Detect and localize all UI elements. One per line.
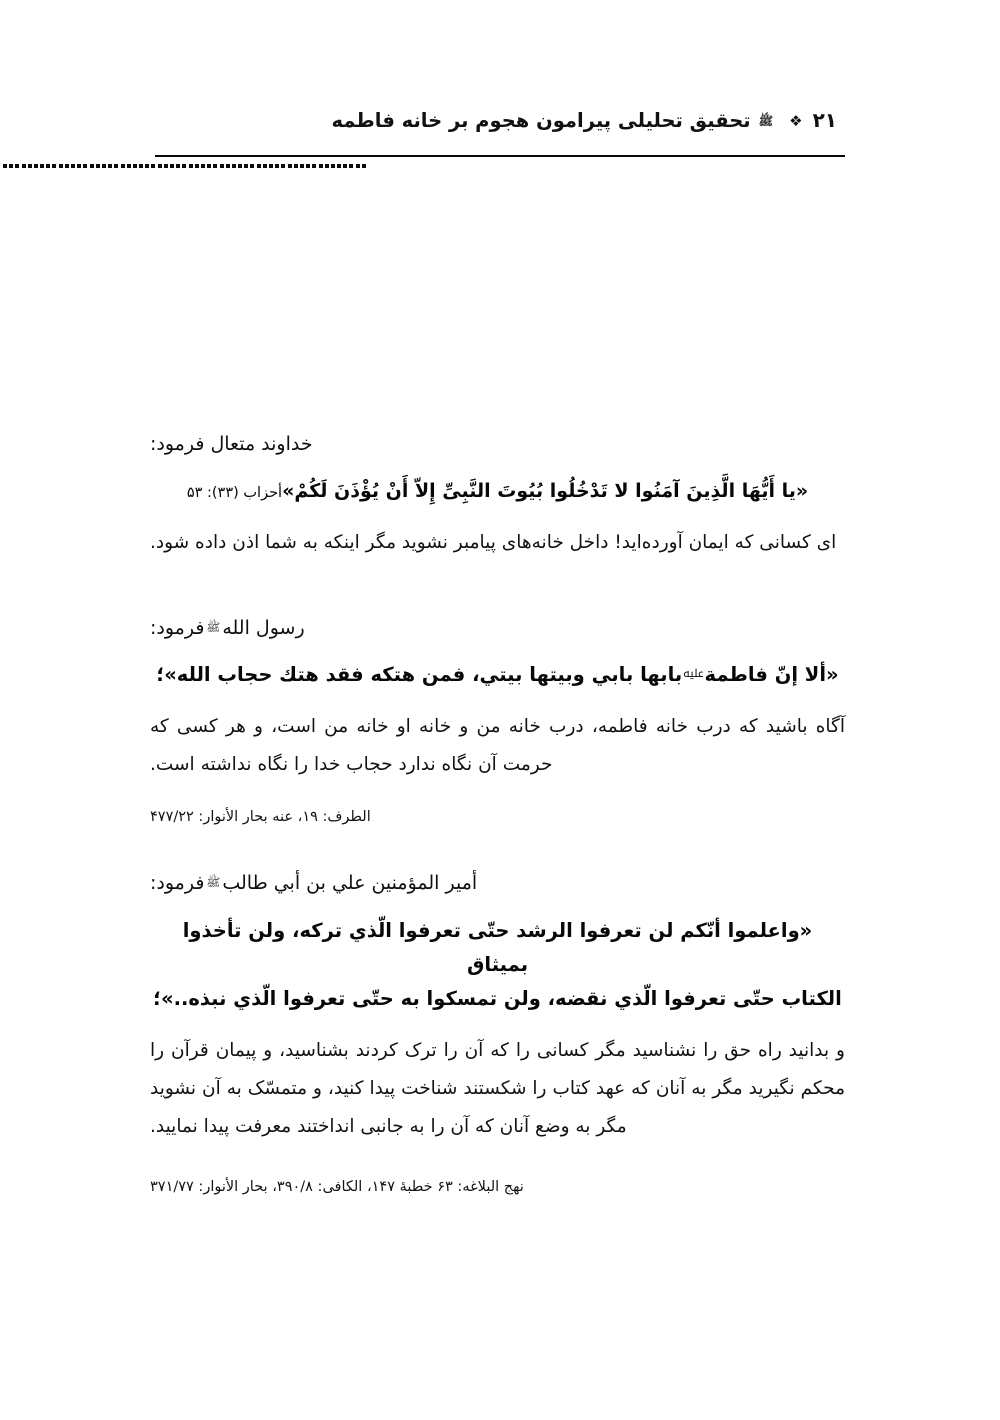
header-title: تحقیق تحلیلی پیرامون هجوم بر خانه فاطمه [331,109,751,132]
hadith-prophet-arabic-tail: بابها بابي وبیتها بیتي، فمن هتكه فقد هتك حجاب الله»؛ [156,663,683,687]
section-quran [150,430,845,562]
salawat-glyph-icon: ﷺ [206,619,221,634]
page-content [150,430,845,1199]
speaker-label-god: خداوند متعال فرمود: [150,433,313,455]
speaker-name-imam-ali: أمیر المؤمنین علي بن أبي طالب [222,872,478,895]
hadith-prophet-arabic-head: «ألا إنّ فاطمة [704,663,839,687]
quran-verse-text: «یا أَیُّهَا الَّذِینَ آمَنُوا لا تَدْخُلُوا بُیُوتَ النَّبِیِّ إِلاّ أَنْ یُؤْذَنَ لَكُمْ» [282,479,809,502]
hadith-imam-ali-line-1: «واعلموا أنّكم لن تعرفوا الرشد حتّى تعرفوا الّذي تركه، ولن تأخذوا بمیثاق [182,918,813,976]
speaker-name-prophet: رسول الله [222,616,305,639]
hadith-imam-ali-arabic [150,914,845,1016]
running-header [155,108,845,154]
section-imam-ali [150,869,845,1199]
speaker-verb-prophet: فرمود: [150,616,205,639]
speaker-label-prophet [150,614,845,643]
hadith-prophet-arabic [150,658,845,692]
header-line [155,108,845,133]
diamond-ornament-icon: ❖ [789,112,803,130]
translation-imam-ali: و بدانید راه حق را نشناسید مگر کسانی را که آن را ترک کردند بشناسید، و پیمان قرآن را محکم نگیرید مگر به آنان که عهد کتاب را شکستند شناخت پیدا کنید، و متمسّک به آن نشوید مگر به وضع آنان که آن را به جانبی انداختند معرفت پیدا نمایید. [150,1040,845,1138]
alayhi-salam-glyph-icon: ﷺ [206,875,221,890]
speaker-label-imam-ali [150,869,845,898]
header-solid-rule [155,155,845,157]
translation-prophet-hadith: آگاه باشید که درب خانه فاطمه، درب خانه من و خانه او خانه من است، و هر کسی که حرمت آن نگاه ندارد حجاب خدا را نگاه نداشته است. [150,716,845,776]
translation-quran: ای کسانی که ایمان آورده‌اید! داخل خانه‌های پیامبر نشوید مگر اینکه به شما اذن داده شود. [150,531,837,553]
section-prophet-hadith [150,614,845,830]
source-reference-imam-ali: نهج البلاغه: ۶۳ خطبهٔ ۱۴۷، الكافی: ۳۹۰/۸، بحار الأنوار: ۳۷۱/۷۷ [150,1178,524,1195]
alayha-salam-glyph-icon: ﷷ [683,667,704,681]
honorific-glyph-icon: ﷺ [758,114,774,128]
hadith-imam-ali-line-2: الكتاب حتّى تعرفوا الّذي نقضه، ولن تمسكوا به حتّى تعرفوا الّذي نبذه..»؛ [153,987,842,1011]
header-dotted-rule [0,163,368,170]
page-number: ۲۱ [812,108,837,132]
speaker-verb-imam-ali: فرمود: [150,872,205,895]
source-reference-prophet: الطرف: ۱۹، عنه بحار الأنوار: ۴۷۷/۲۲ [150,809,371,826]
quran-verse [150,475,845,508]
quran-citation: أحزاب (۳۳): ۵۳ [186,484,283,501]
